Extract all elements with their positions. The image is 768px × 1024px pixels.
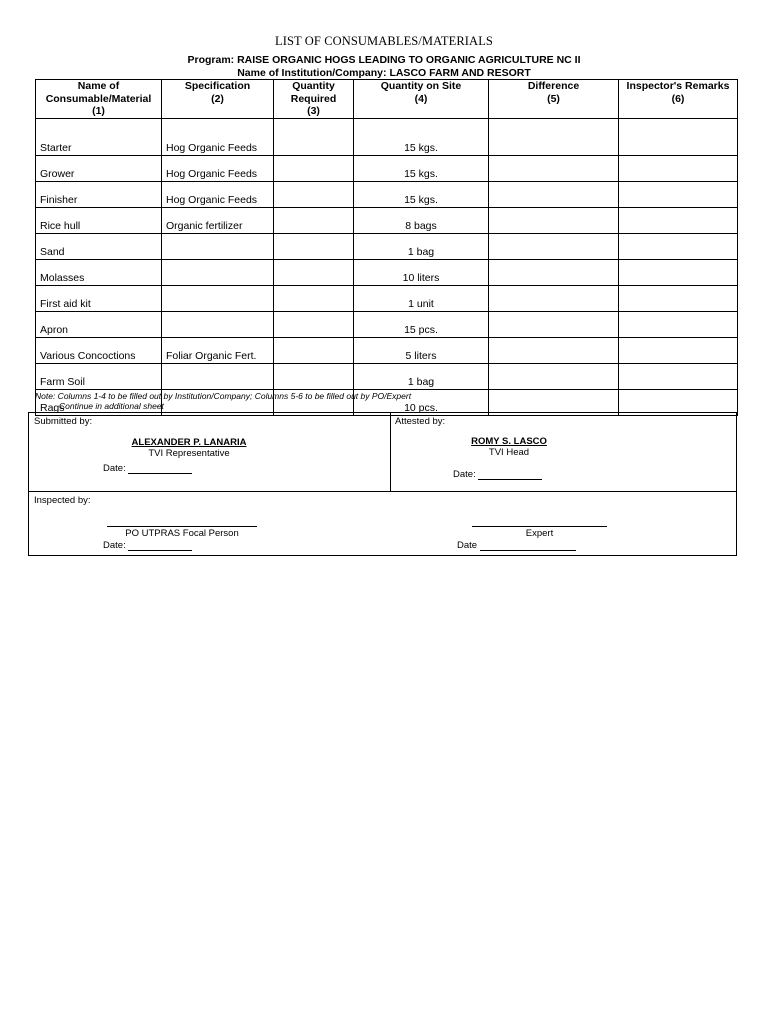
cell-name: Rice hull (36, 207, 162, 233)
cell-difference (489, 285, 619, 311)
column-header-quantity-on-site: Quantity on Site (4) (354, 80, 489, 119)
cell-quantity-on-site: 15 pcs. (354, 311, 489, 337)
cell-quantity-required (274, 118, 354, 155)
table-row (36, 118, 738, 155)
cell-specification: Hog Organic Feeds (162, 181, 274, 207)
cell-difference (489, 311, 619, 337)
institution-line: Name of Institution/Company: LASCO FARM AND RESORT (237, 67, 531, 79)
cell-difference (489, 363, 619, 389)
divider (390, 413, 391, 492)
expert-role: Expert (525, 528, 554, 539)
program-line: Program: RAISE ORGANIC HOGS LEADING TO ORGANIC AGRICULTURE NC II (187, 54, 581, 66)
focal-date-label: Date: (103, 540, 126, 551)
cell-quantity-on-site: 8 bags (354, 207, 489, 233)
cell-remarks (619, 181, 738, 207)
cell-name: Grower (36, 155, 162, 181)
cell-specification (162, 311, 274, 337)
date-blank (128, 541, 192, 551)
table-row (36, 233, 738, 259)
cell-remarks (619, 207, 738, 233)
cell-quantity-on-site: 10 pcs. (354, 389, 489, 415)
note-continue: Continue in additional sheet (59, 401, 164, 411)
cell-quantity-on-site: 1 bag (354, 233, 489, 259)
cell-specification: Organic fertilizer (162, 207, 274, 233)
cell-specification: Foliar Organic Fert. (162, 337, 274, 363)
cell-difference (489, 233, 619, 259)
cell-specification: Hog Organic Feeds (162, 155, 274, 181)
cell-name: Finisher (36, 181, 162, 207)
cell-quantity-on-site: 10 liters (354, 259, 489, 285)
cell-quantity-required (274, 363, 354, 389)
submitted-date (103, 463, 192, 474)
cell-quantity-required (274, 311, 354, 337)
attested-by-label: Attested by: (395, 416, 446, 427)
submitted-by-name: ALEXANDER P. LANARIA (131, 437, 247, 448)
cell-difference (489, 118, 619, 155)
submitted-by-role: TVI Representative (148, 448, 230, 459)
column-header-name: Name of Consumable/Material (1) (36, 80, 162, 119)
cell-quantity-on-site: 1 bag (354, 363, 489, 389)
consumables-table (35, 79, 738, 416)
cell-specification (162, 363, 274, 389)
cell-quantity-required (274, 181, 354, 207)
cell-difference (489, 181, 619, 207)
table-row (36, 285, 738, 311)
submitted-date-label: Date: (103, 463, 126, 474)
cell-quantity-on-site: 1 unit (354, 285, 489, 311)
attested-by-name: ROMY S. LASCO (471, 436, 547, 447)
divider (29, 491, 736, 492)
cell-quantity-required (274, 337, 354, 363)
column-header-inspector-remarks: Inspector's Remarks (6) (619, 80, 738, 119)
cell-remarks (619, 259, 738, 285)
table-row (36, 363, 738, 389)
cell-quantity-on-site: 15 kgs. (354, 181, 489, 207)
cell-quantity-required (274, 233, 354, 259)
expert-date (457, 540, 576, 551)
table-row (36, 155, 738, 181)
cell-name: Sand (36, 233, 162, 259)
attested-date-label: Date: (453, 469, 476, 480)
cell-remarks (619, 285, 738, 311)
cell-name: Apron (36, 311, 162, 337)
cell-difference (489, 259, 619, 285)
cell-specification: Hog Organic Feeds (162, 118, 274, 155)
date-blank (478, 470, 542, 480)
table-header-row (36, 80, 738, 119)
cell-quantity-required (274, 207, 354, 233)
cell-remarks (619, 363, 738, 389)
table-row (36, 181, 738, 207)
cell-remarks (619, 311, 738, 337)
cell-difference (489, 155, 619, 181)
table-row (36, 337, 738, 363)
cell-quantity-on-site: 5 liters (354, 337, 489, 363)
cell-quantity-required (274, 155, 354, 181)
cell-name: Various Concoctions (36, 337, 162, 363)
focal-signature-line (107, 526, 257, 527)
column-header-difference: Difference (5) (489, 80, 619, 119)
cell-quantity-on-site: 15 kgs. (354, 118, 489, 155)
inspected-by-label: Inspected by: (34, 495, 91, 506)
cell-remarks (619, 337, 738, 363)
cell-specification (162, 285, 274, 311)
cell-specification (162, 233, 274, 259)
cell-specification (162, 259, 274, 285)
cell-name: Rags (36, 389, 162, 415)
cell-name: Molasses (36, 259, 162, 285)
program-heading (0, 54, 768, 80)
attested-date (453, 469, 542, 480)
submitted-by-label: Submitted by: (34, 416, 93, 427)
focal-person-role: PO UTPRAS Focal Person (125, 528, 239, 539)
focal-date (103, 540, 192, 551)
cell-remarks (619, 155, 738, 181)
column-header-specification: Specification (2) (162, 80, 274, 119)
date-blank (128, 464, 192, 474)
cell-name: First aid kit (36, 285, 162, 311)
document-title: LIST OF CONSUMABLES/MATERIALS (275, 34, 493, 48)
expert-signature-line (472, 526, 607, 527)
table-row (36, 311, 738, 337)
note-columns: Note: Columns 1-4 to be filled out by Institution/Company; Columns 5-6 to be filled out by PO/Expert (35, 391, 412, 401)
table-row (36, 207, 738, 233)
signature-box (28, 412, 737, 556)
date-blank (480, 541, 576, 551)
expert-date-label: Date (457, 540, 478, 551)
attested-by-role: TVI Head (488, 447, 530, 458)
cell-name: Farm Soil (36, 363, 162, 389)
cell-quantity-required (274, 259, 354, 285)
table-row (36, 259, 738, 285)
cell-name: Starter (36, 118, 162, 155)
cell-difference (489, 337, 619, 363)
cell-quantity-required (274, 285, 354, 311)
cell-difference (489, 207, 619, 233)
cell-remarks (619, 233, 738, 259)
column-header-quantity-required: Quantity Required (3) (274, 80, 354, 119)
cell-remarks (619, 118, 738, 155)
cell-quantity-on-site: 15 kgs. (354, 155, 489, 181)
table-note (35, 391, 411, 411)
